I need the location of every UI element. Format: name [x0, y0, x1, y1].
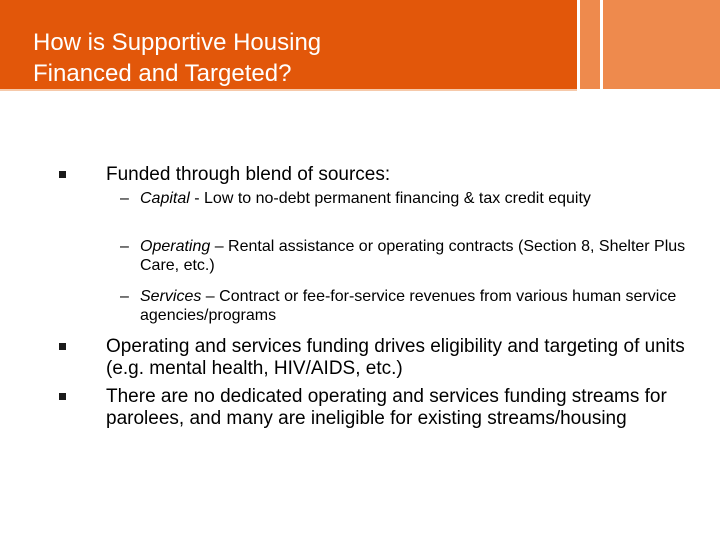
- title-underline: [0, 89, 577, 91]
- dash-marker: –: [120, 190, 129, 207]
- bullet-marker: [59, 393, 66, 400]
- sub-bullet-label: Operating: [140, 238, 211, 255]
- slide-title-line: How is Supportive Housing: [33, 29, 322, 56]
- sub-bullet-item: [120, 287, 700, 325]
- bullet-item: Operating and services funding drives eligibility and targeting of units (e.g. mental health, HIV/AIDS, etc.): [106, 336, 685, 379]
- bullet-item: There are no dedicated operating and services funding streams for parolees, and many are ineligible for existing streams/housing: [106, 386, 667, 429]
- title-accent-block: [603, 0, 720, 89]
- slide-title-line: Financed and Targeted?: [33, 60, 292, 87]
- bullet-item: Funded through blend of sources:: [106, 164, 391, 185]
- sub-bullet-item: [120, 189, 700, 208]
- sub-bullet-item: [120, 237, 700, 275]
- bullet-marker: [59, 343, 66, 350]
- sub-bullet-text: – Contract or fee-for-service revenues from various human service agencies/programs: [140, 288, 677, 324]
- bullet-marker: [59, 171, 66, 178]
- sub-bullet-label: Capital: [140, 190, 190, 207]
- title-accent-block: [580, 0, 600, 89]
- sub-bullet-text: - Low to no-debt permanent financing & tax credit equity: [189, 190, 591, 207]
- sub-bullet-text: – Rental assistance or operating contracts (Section 8, Shelter Plus Care, etc.): [140, 238, 686, 274]
- dash-marker: –: [120, 288, 129, 305]
- dash-marker: –: [120, 238, 129, 255]
- slide-title: [33, 27, 563, 89]
- sub-bullet-label: Services: [140, 288, 202, 305]
